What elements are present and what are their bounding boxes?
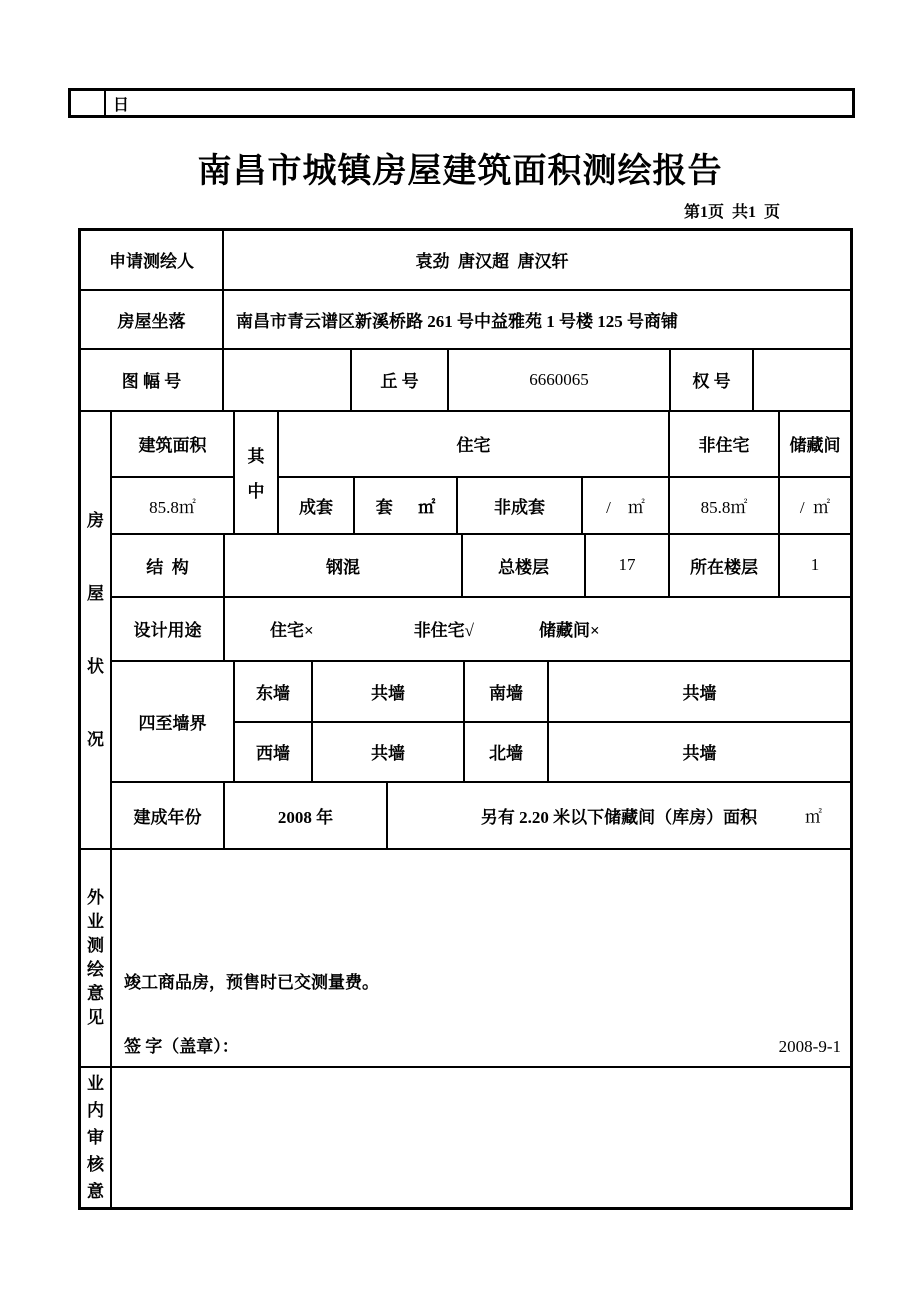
top-bar-empty-cell [71,91,106,115]
build-year-value: 2008 年 [224,782,387,849]
current-floor-value: 1 [779,534,851,597]
set-unit-cell: 套 ㎡ [354,477,457,534]
structure-value: 钢混 [224,534,462,597]
current-floor-label: 所在楼层 [669,534,779,597]
building-area-header: 建筑面积 [111,411,234,477]
wall-row-west-north [234,722,851,782]
storage-area-note-cell [387,782,851,849]
non-complete-set-label: 非成套 [457,477,582,534]
wall-row-east-south [234,661,851,722]
design-use-storage: 储藏间× [539,621,600,641]
building-area-block [111,411,851,534]
map-number-label: 图 幅 号 [80,349,223,411]
main-table [78,228,853,1210]
internal-audit-section [80,1067,851,1208]
map-number-value [223,349,351,411]
field-opinion-signature-row [124,1032,841,1057]
area-header-row [278,411,851,477]
among-which-cell: 其 中 [234,411,278,534]
total-floors-label: 总楼层 [462,534,585,597]
design-use-label: 设计用途 [111,597,224,661]
structure-label: 结 构 [111,534,224,597]
storage-area-unit: ㎡ [805,807,822,827]
storage-area-note: 另有 2.20 米以下储藏间（库房）面积 [480,807,758,827]
applicant-label: 申请测绘人 [80,230,223,290]
internal-audit-content [111,1067,851,1208]
south-wall-label: 南墙 [464,661,548,722]
plot-number-label: 丘 号 [351,349,448,411]
top-bar-date-cell: 日 [113,96,130,114]
west-wall-label: 西墙 [234,722,312,782]
applicant-value: 袁劲 唐汉超 唐汉轩 [223,230,851,290]
east-wall-label: 东墙 [234,661,312,722]
design-use-row [111,597,851,661]
internal-audit-vertical-label: 业 内 审 核 意 [80,1067,111,1208]
field-opinion-section [80,849,851,1067]
south-wall-value: 共墙 [548,661,851,722]
non-complete-set-value: / ㎡ [582,477,669,534]
complete-set-label: 成套 [278,477,354,534]
signature-label: 签 字（盖章）： [124,1037,239,1057]
top-bar [68,88,855,118]
area-detail-column [278,411,851,534]
build-year-label: 建成年份 [111,782,224,849]
design-use-values [224,597,851,661]
area-value-row [278,477,851,534]
house-status-section [80,411,851,849]
house-status-vertical-label: 房 屋 状 况 [80,411,111,849]
building-area-value: 85.8㎡ [111,477,234,534]
location-row [80,290,851,350]
design-use-residential: 住宅× [270,621,314,641]
non-residential-value: 85.8㎡ [669,477,779,534]
structure-row [111,534,851,597]
total-floors-value: 17 [585,534,669,597]
signature-date: 2008-9-1 [778,1037,841,1057]
map-number-row [80,349,851,411]
right-number-label: 权 号 [670,349,753,411]
east-wall-value: 共墙 [312,661,464,722]
residential-header: 住宅 [278,411,669,477]
applicant-row [80,230,851,290]
wall-boundaries-label: 四至墙界 [111,661,234,782]
building-area-column [111,411,234,534]
build-year-row [111,782,851,849]
page-indicator: 第1页 共1 页 [683,204,780,221]
right-number-value [753,349,851,411]
design-use-non-residential: 非住宅√ [413,621,475,641]
report-title: 南昌市城镇房屋建筑面积测绘报告 [197,153,723,190]
north-wall-value: 共墙 [548,722,851,782]
field-opinion-vertical-label: 外 业 测 绘 意 见 [80,849,111,1067]
wall-boundaries-block [111,661,851,782]
west-wall-value: 共墙 [312,722,464,782]
storage-value: / ㎡ [779,477,851,534]
location-value: 南昌市青云谱区新溪桥路 261 号中益雅苑 1 号楼 125 号商铺 [223,290,851,350]
non-residential-header: 非住宅 [669,411,779,477]
plot-number-value: 6660065 [448,349,670,411]
storage-header: 储藏间 [779,411,851,477]
location-label: 房屋坐落 [80,290,223,350]
wall-boundaries-rows [234,661,851,782]
house-status-content [111,411,851,849]
north-wall-label: 北墙 [464,722,548,782]
field-opinion-text: 竣工商品房，预售时已交测量费。 [124,972,379,992]
field-opinion-content [111,849,851,1067]
